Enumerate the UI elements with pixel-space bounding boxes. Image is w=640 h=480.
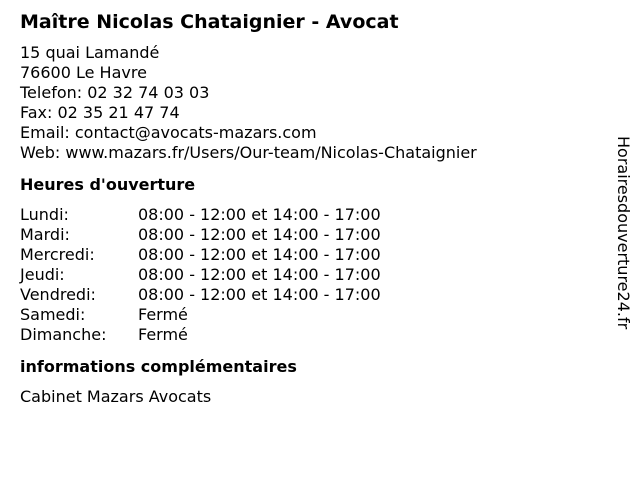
day-label: Mercredi: — [20, 245, 95, 264]
day-hours: Fermé — [138, 305, 188, 324]
business-card — [20, 8, 600, 407]
day-label: Vendredi: — [20, 285, 96, 304]
phone-number: Telefon: 02 32 74 03 03 — [20, 83, 210, 102]
hours-row-wednesday — [20, 245, 600, 265]
day-label: Mardi: — [20, 225, 70, 244]
day-hours: Fermé — [138, 325, 188, 344]
day-hours: 08:00 - 12:00 et 14:00 - 17:00 — [138, 285, 381, 304]
day-hours: 08:00 - 12:00 et 14:00 - 17:00 — [138, 205, 381, 224]
email-link[interactable]: Email: contact@avocats-mazars.com — [20, 123, 317, 142]
address-city: 76600 Le Havre — [20, 63, 147, 82]
day-label: Dimanche: — [20, 325, 107, 344]
day-label: Samedi: — [20, 305, 86, 324]
additional-info-heading: informations complémentaires — [20, 357, 297, 376]
address-street: 15 quai Lamandé — [20, 43, 160, 62]
website-link[interactable]: Web: www.mazars.fr/Users/Our-team/Nicolas-Chataignier — [20, 143, 477, 162]
opening-hours-table — [20, 205, 600, 345]
hours-row-monday — [20, 205, 600, 225]
day-label: Jeudi: — [20, 265, 65, 284]
hours-row-sunday — [20, 325, 600, 345]
day-label: Lundi: — [20, 205, 69, 224]
contact-block — [20, 43, 600, 163]
hours-row-saturday — [20, 305, 600, 325]
hours-row-tuesday — [20, 225, 600, 245]
day-hours: 08:00 - 12:00 et 14:00 - 17:00 — [138, 265, 381, 284]
fax-number: Fax: 02 35 21 47 74 — [20, 103, 180, 122]
day-hours: 08:00 - 12:00 et 14:00 - 17:00 — [138, 225, 381, 244]
hours-row-thursday — [20, 265, 600, 285]
additional-info-text: Cabinet Mazars Avocats — [20, 387, 212, 406]
site-brand-watermark: Horairesdouverture24.fr — [614, 136, 633, 330]
opening-hours-heading: Heures d'ouverture — [20, 175, 196, 194]
hours-row-friday — [20, 285, 600, 305]
day-hours: 08:00 - 12:00 et 14:00 - 17:00 — [138, 245, 381, 264]
page-title: Maître Nicolas Chataignier - Avocat — [20, 11, 399, 33]
